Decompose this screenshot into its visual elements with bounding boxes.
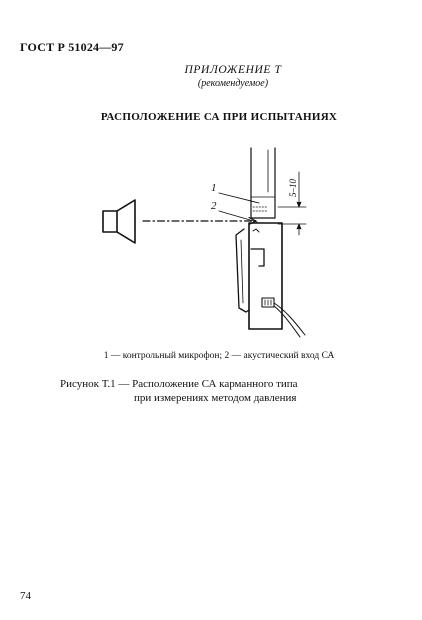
section-heading: РАСПОЛОЖЕНИЕ СА ПРИ ИСПЫТАНИЯХ: [100, 111, 338, 123]
figure-caption-line-1: Рисунок Т.1 — Расположение СА карманного типа: [60, 378, 298, 390]
figure-caption-line-2: при измерениях методом давления: [134, 392, 297, 404]
callout-2-label: 2: [211, 200, 217, 212]
callout-1-label: 1: [211, 182, 217, 194]
page-number: 74: [20, 590, 31, 602]
appendix-subtitle: (рекомендуемое): [197, 78, 269, 89]
callout-1-leader: [219, 193, 259, 203]
dimension-label: 5–10: [288, 179, 298, 197]
loudspeaker-icon: [103, 200, 135, 243]
hearing-aid-device: [236, 223, 305, 337]
appendix-title: ПРИЛОЖЕНИЕ Т: [184, 64, 282, 76]
standard-code: ГОСТ Р 51024—97: [20, 40, 124, 54]
control-microphone: [251, 148, 275, 218]
figure-legend: 1 — контрольный микрофон; 2 — акустический вход СА: [103, 351, 335, 361]
